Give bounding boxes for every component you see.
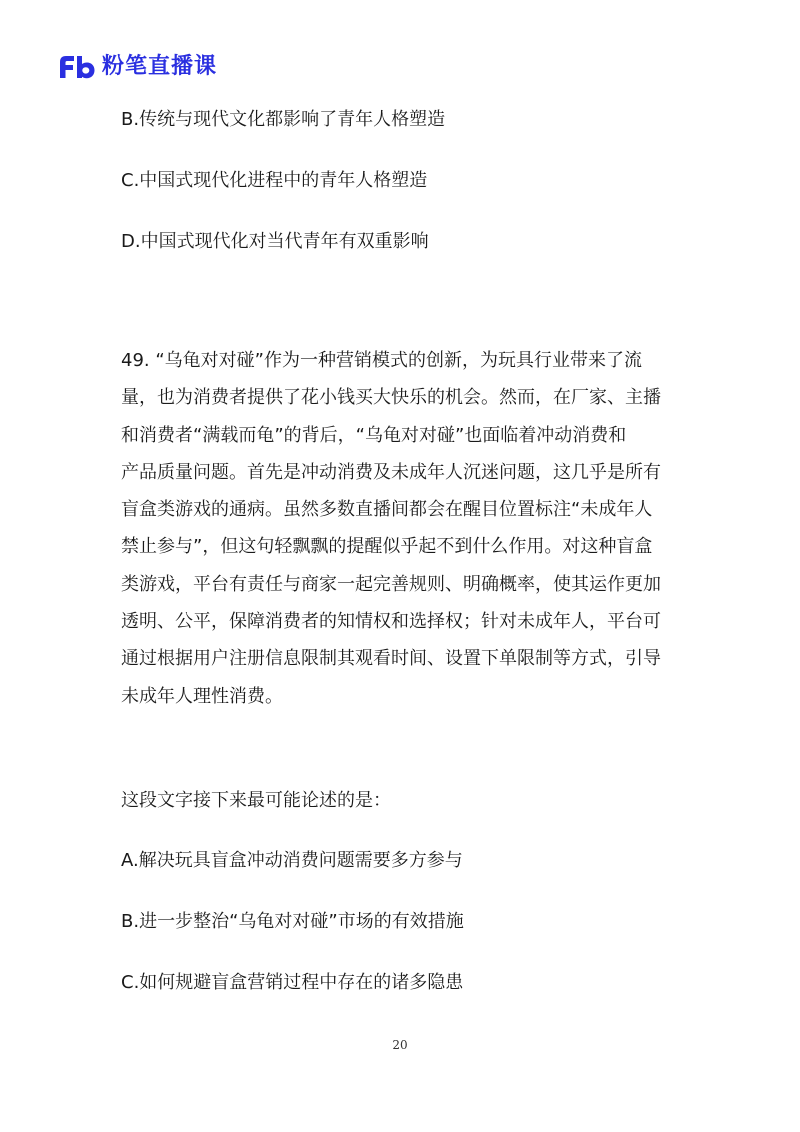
question-49-stem	[121, 342, 681, 715]
prev-option-d: D.中国式现代化对当代青年有双重影响	[121, 231, 429, 252]
fb-logo-icon	[58, 54, 96, 80]
option-a: A.解决玩具盲盒冲动消费问题需要多方参与	[121, 850, 463, 871]
page-number: 20	[392, 1038, 408, 1052]
question-prompt: 这段文字接下来最可能论述的是：	[121, 790, 391, 811]
logo-text: 粉笔直播课	[102, 54, 218, 79]
header-logo	[58, 52, 217, 82]
option-b: B.进一步整治“乌龟对对碰”市场的有效措施	[121, 911, 464, 932]
prev-option-c: C.中国式现代化进程中的青年人格塑造	[121, 170, 428, 191]
stem-line: 未成年人理性消费。	[121, 685, 283, 707]
option-c: C.如何规避盲盒营销过程中存在的诸多隐患	[121, 972, 464, 993]
stem-line: 类游戏，平台有责任与商家一起完善规则、明确概率，使其运作更加	[121, 573, 661, 595]
stem-line: 量，也为消费者提供了花小钱买大快乐的机会。然而，在厂家、主播	[121, 387, 661, 409]
stem-line: 通过根据用户注册信息限制其观看时间、设置下单限制等方式，引导	[121, 648, 661, 670]
stem-line: 和消费者“满载而龟”的背后，“乌龟对对碰”也面临着冲动消费和	[121, 424, 627, 446]
stem-line: 产品质量问题。首先是冲动消费及未成年人沉迷问题，这几乎是所有	[121, 461, 661, 483]
stem-line: 49. “乌龟对对碰”作为一种营销模式的创新，为玩具行业带来了流	[121, 350, 642, 371]
prev-option-b: B.传统与现代文化都影响了青年人格塑造	[121, 109, 446, 130]
stem-line: 禁止参与”，但这句轻飘飘的提醒似乎起不到什么作用。对这种盲盒	[121, 536, 653, 558]
stem-line: 盲盒类游戏的通病。虽然多数直播间都会在醒目位置标注“未成年人	[121, 499, 653, 521]
stem-line: 透明、公平，保障消费者的知情权和选择权；针对未成年人，平台可	[121, 611, 661, 633]
